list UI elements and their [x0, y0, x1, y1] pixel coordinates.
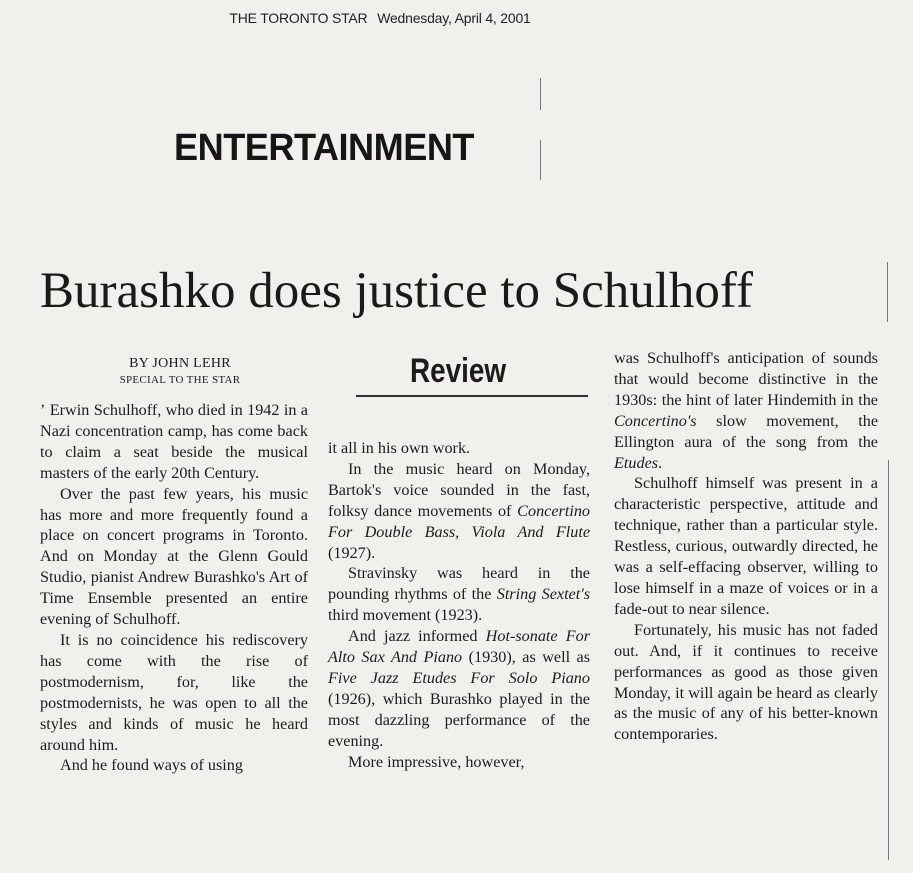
- paragraph-bullet: ’: [40, 401, 50, 419]
- work-title: Concertino For Double Bass, Viola And Flute: [328, 501, 591, 541]
- page-header: [0, 10, 760, 26]
- column-divider: [888, 460, 889, 860]
- paragraph: And he found ways of using: [60, 756, 243, 775]
- work-title: Hot-sonate For Alto Sax And Piano: [328, 627, 591, 667]
- paragraph-text: In the music heard on Monday, Bartok's voice sounded in the fast, folksy dance movements of: [328, 459, 590, 520]
- paragraph: [328, 563, 590, 626]
- review-label: Review: [410, 352, 507, 390]
- paragraph-text: .: [658, 453, 663, 472]
- article-column-2: [328, 438, 590, 773]
- paragraph-text: (1926), which Burashko played in the most dazzling performance of the evening.: [328, 689, 590, 750]
- paragraph: [614, 348, 878, 473]
- paragraph-text: (1930), as well as: [468, 648, 590, 667]
- paragraph: [328, 459, 590, 564]
- paragraph: It is no coincidence his rediscovery has come with the rise of postmodernism, for, like the postmodernists, he was open to all the styles and kinds of music he heard around him.: [40, 630, 308, 754]
- work-title: Five Jazz Etudes For Solo Piano: [328, 668, 590, 687]
- paragraph: Over the past few years, his music has more and more frequently found a place on concert programs in Toronto. And on Monday at the Glenn Gould Studio, pianist Andrew Burashko's Art of Time Ensemble presented an entire evening of Schulhoff.: [40, 484, 308, 629]
- paragraph-text: (1927).: [328, 543, 376, 562]
- paragraph: it all in his own work.: [328, 439, 471, 457]
- work-title: String Sextet's: [496, 585, 591, 604]
- paragraph-text: And jazz informed: [348, 627, 478, 646]
- column-divider: [540, 78, 541, 110]
- paragraph: More impressive, however,: [348, 752, 525, 771]
- publication-name: THE TORONTO STAR: [229, 10, 368, 26]
- paragraph: [40, 400, 308, 484]
- paragraph-text: third movement (1923).: [328, 606, 483, 625]
- review-rule: [356, 395, 588, 397]
- byline-author: BY JOHN LEHR: [129, 356, 231, 371]
- section-title: ENTERTAINMENT: [174, 127, 474, 169]
- article-headline: Burashko does justice to Schulhoff: [40, 263, 753, 319]
- work-title: Etudes: [614, 453, 659, 472]
- paragraph: Fortunately, his music has not faded out. And, if it continues to receive performances as good as those given Monday, it will again be heard as clearly as the music of any of his better-known contemporaries.: [614, 620, 878, 744]
- paragraph-text: was Schulhoff's anticipation of sounds that would become distinctive in the 1930s: the hint of later Hindemith in the: [614, 349, 878, 409]
- paragraph-text: slow movement, the Ellington aura of the song from the: [614, 411, 879, 451]
- paragraph: [328, 626, 590, 751]
- publication-date: Wednesday, April 4, 2001: [377, 10, 531, 26]
- paragraph-text: Erwin Schulhoff, who died in 1942 in a Nazi concentration camp, has come back to claim a seat beside the musical masters of the early 20th Century.: [40, 401, 308, 482]
- byline: [40, 356, 320, 386]
- paragraph-text: Stravinsky was heard in the pounding rhythms of the: [328, 564, 590, 604]
- paragraph: Schulhoff himself was present in a characteristic perspective, attitude and technique, rather than a particular style. Restless, curious, outwardly directed, he was a self-effacing observer, willing to lose himself in a maze of voices or in a fade-out to near silence.: [614, 474, 878, 618]
- byline-role: SPECIAL TO THE STAR: [119, 374, 241, 386]
- column-divider: [540, 140, 541, 180]
- article-column-3: [614, 348, 878, 745]
- work-title: Concertino's: [614, 411, 697, 430]
- article-column-1: [40, 400, 308, 776]
